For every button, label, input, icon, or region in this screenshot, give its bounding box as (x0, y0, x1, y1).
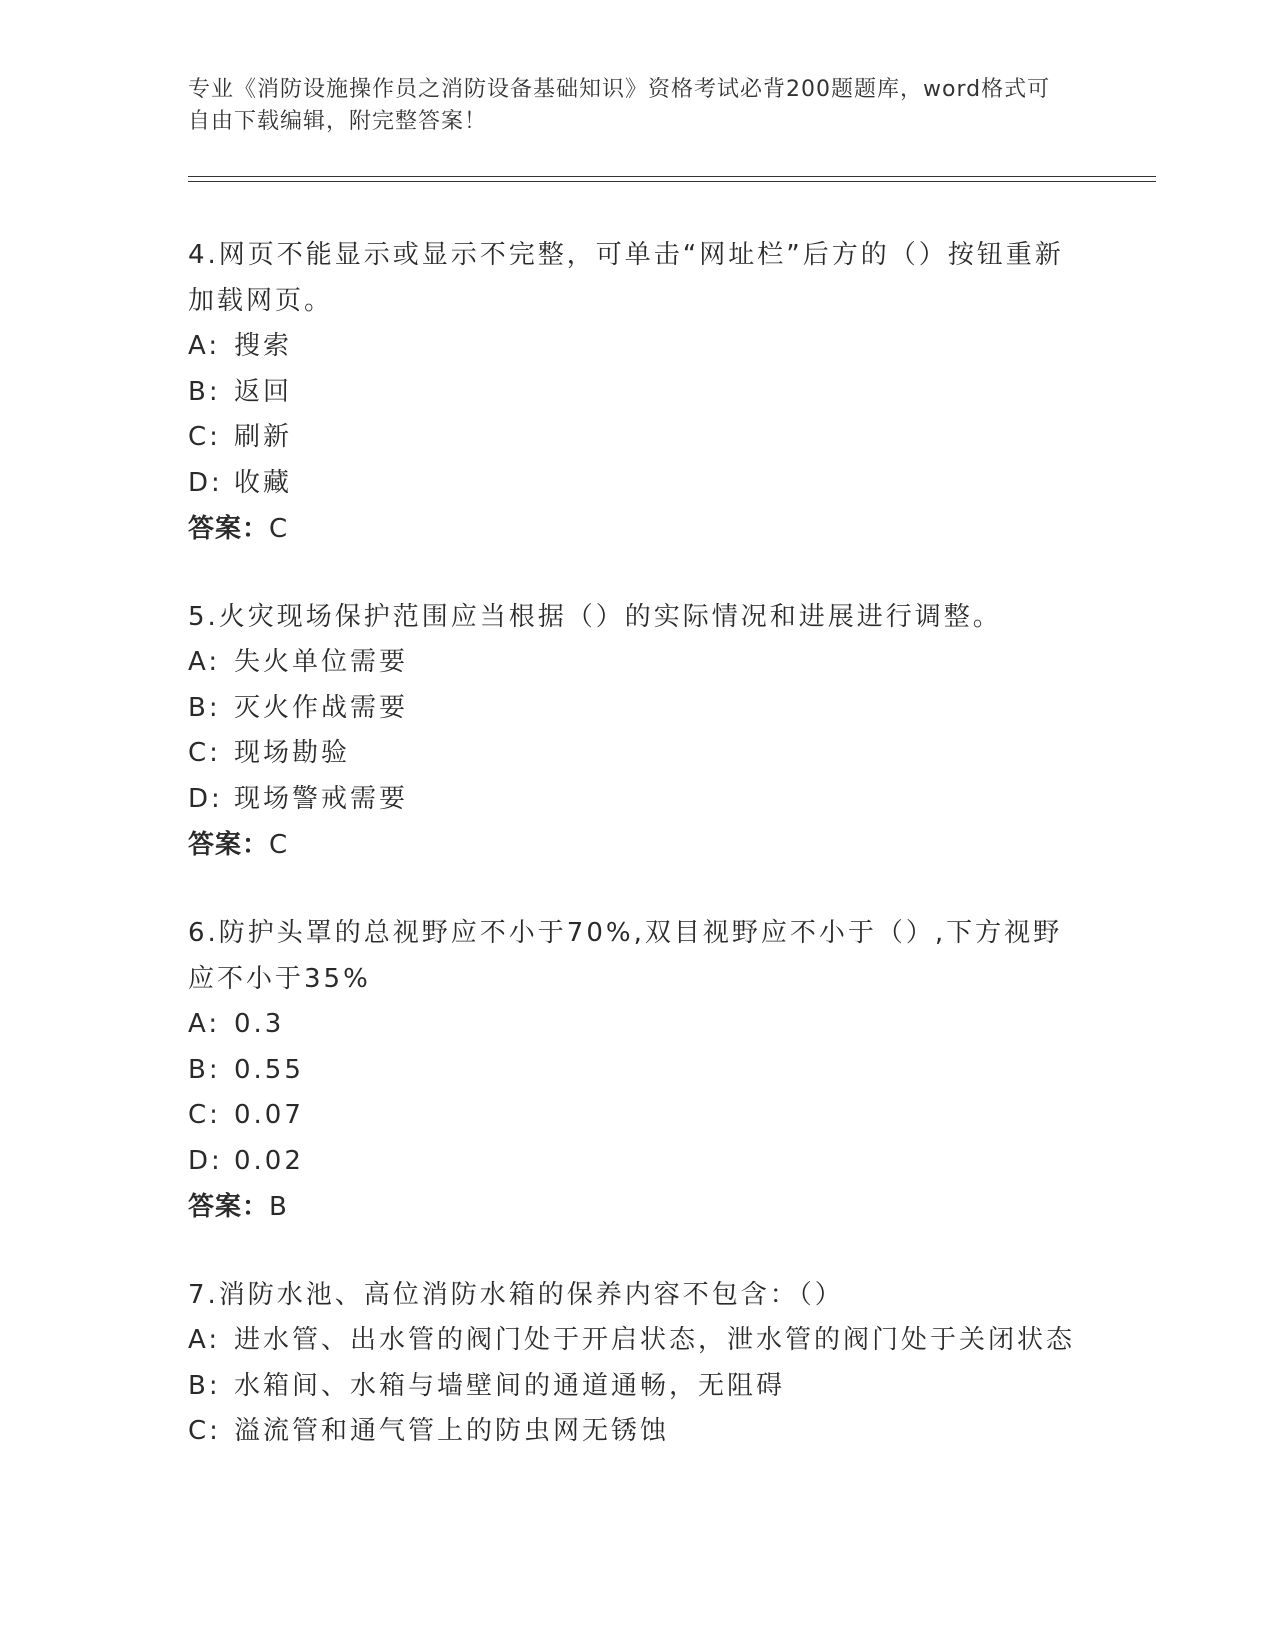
option-text: 0.55 (234, 1054, 304, 1085)
question-4 (188, 232, 1088, 552)
option-a (188, 324, 1088, 370)
option-label: A: (188, 1009, 221, 1039)
question-text: 7.消防水池、高位消防水箱的保养内容不包含：（） (188, 1280, 844, 1310)
option-label: C: (188, 1416, 221, 1446)
header-divider-top (188, 176, 1156, 177)
answer-value: B (269, 1192, 288, 1222)
option-a (188, 640, 1088, 686)
option-b (188, 686, 1088, 732)
option-label: B: (188, 376, 221, 407)
option-b (188, 1364, 1088, 1410)
option-text: 刷新 (234, 422, 293, 452)
option-label: A: (188, 647, 221, 677)
option-label: A: (188, 1325, 221, 1355)
option-d (188, 461, 1088, 507)
answer-label: 答案： (188, 1192, 270, 1222)
option-d (188, 777, 1088, 823)
option-label: C: (188, 422, 221, 452)
option-text: 收藏 (234, 467, 293, 498)
option-c (188, 1093, 1088, 1139)
option-a (188, 1002, 1088, 1048)
option-text: 溢流管和通气管上的防虫网无锈蚀 (234, 1416, 670, 1446)
question-text: 4.网页不能显示或显示不完整，可单击“网址栏”后方的（）按钮重新加载网页。 (188, 240, 1064, 316)
answer-label: 答案： (188, 830, 270, 860)
option-text: 现场勘验 (234, 738, 351, 768)
document-header: 专业《消防设施操作员之消防设备基础知识》资格考试必背200题题库，word格式可自由下载编辑，附完整答案！ (188, 77, 1051, 134)
question-6 (188, 910, 1088, 1230)
option-text: 灭火作战需要 (234, 692, 409, 723)
option-label: C: (188, 738, 221, 768)
option-label: D: (188, 1145, 223, 1176)
option-label: D: (188, 467, 223, 498)
option-text: 搜索 (234, 331, 293, 361)
question-list (188, 232, 1088, 1497)
question-text: 6.防护头罩的总视野应不小于70%,双目视野应不小于（）,下方视野应不小于35% (188, 918, 1063, 994)
answer-label: 答案： (188, 514, 270, 544)
answer (188, 506, 1088, 552)
option-c (188, 415, 1088, 461)
answer (188, 1184, 1088, 1230)
question-5 (188, 594, 1088, 868)
question-text: 5.火灾现场保护范围应当根据（）的实际情况和进展进行调整。 (188, 602, 1002, 632)
option-b (188, 370, 1088, 416)
option-d (188, 1139, 1088, 1185)
option-text: 0.07 (234, 1100, 304, 1130)
option-text: 水箱间、水箱与墙壁间的通道通畅，无阻碍 (234, 1370, 786, 1401)
question-7 (188, 1272, 1088, 1455)
option-text: 0.02 (234, 1145, 304, 1176)
option-c (188, 1409, 1088, 1455)
answer-value: C (269, 830, 289, 860)
option-text: 返回 (234, 376, 293, 407)
option-b (188, 1048, 1088, 1094)
option-a (188, 1318, 1088, 1364)
header-divider-bottom (188, 181, 1156, 182)
option-text: 现场警戒需要 (234, 783, 409, 814)
option-label: B: (188, 692, 221, 723)
option-label: A: (188, 331, 221, 361)
answer (188, 822, 1088, 868)
option-label: D: (188, 783, 223, 814)
option-c (188, 731, 1088, 777)
option-text: 失火单位需要 (234, 647, 409, 677)
option-label: B: (188, 1370, 221, 1401)
option-label: B: (188, 1054, 221, 1085)
answer-value: C (269, 514, 289, 544)
option-text: 进水管、出水管的阀门处于开启状态，泄水管的阀门处于关闭状态 (234, 1325, 1076, 1355)
option-text: 0.3 (234, 1009, 285, 1039)
option-label: C: (188, 1100, 221, 1130)
